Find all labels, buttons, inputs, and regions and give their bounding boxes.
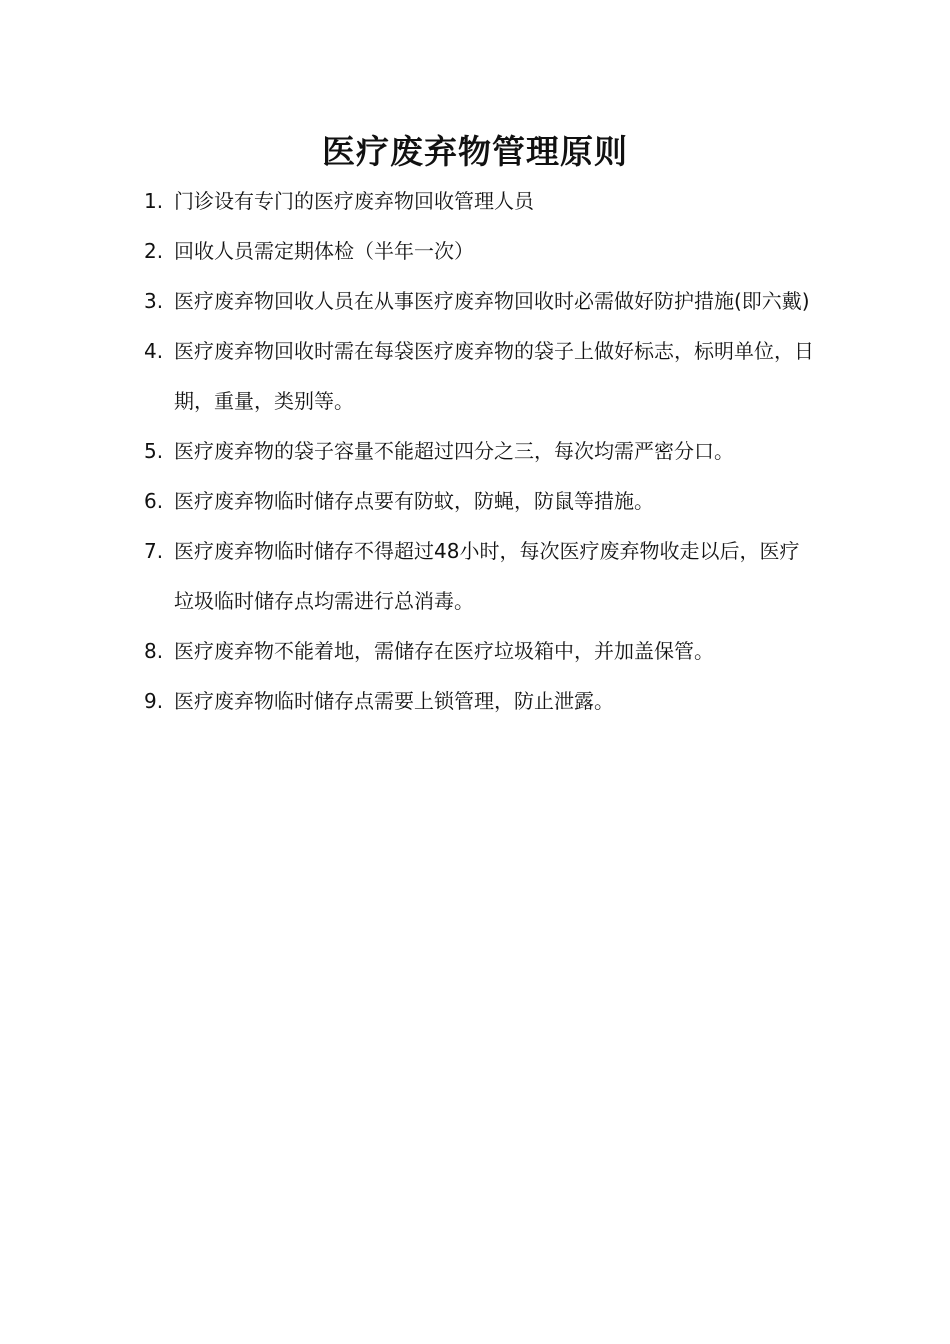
rules-list — [144, 176, 814, 726]
rule-item-5 — [144, 426, 814, 476]
rule-number: 9. — [144, 689, 164, 713]
rule-text: 医疗废弃物临时储存点需要上锁管理，防止泄露。 — [174, 689, 614, 713]
document-title: 医疗废弃物管理原则 — [322, 132, 628, 171]
rule-item-4 — [144, 326, 814, 426]
rule-number: 6. — [144, 489, 164, 513]
rule-text: 医疗废弃物临时储存不得超过48小时，每次医疗废弃物收走以后，医疗垃圾临时储存点均需进行总消毒。 — [174, 539, 800, 613]
rule-item-9 — [144, 676, 814, 726]
rule-text: 医疗废弃物临时储存点要有防蚊，防蝇，防鼠等措施。 — [174, 489, 654, 513]
rule-text: 医疗废弃物回收时需在每袋医疗废弃物的袋子上做好标志，标明单位，日期，重量，类别等。 — [174, 339, 814, 413]
rule-item-8 — [144, 626, 814, 676]
rule-text: 回收人员需定期体检（半年一次） — [174, 239, 474, 263]
rule-number: 8. — [144, 639, 164, 663]
rule-number: 4. — [144, 339, 164, 363]
rule-number: 7. — [144, 539, 164, 563]
rule-number: 2. — [144, 239, 164, 263]
rule-item-2 — [144, 226, 814, 276]
rule-text: 医疗废弃物回收人员在从事医疗废弃物回收时必需做好防护措施(即六戴) — [174, 289, 810, 313]
rule-item-7 — [144, 526, 814, 626]
rule-text: 医疗废弃物的袋子容量不能超过四分之三，每次均需严密分口。 — [174, 439, 734, 463]
rule-item-1 — [144, 176, 814, 226]
rule-item-6 — [144, 476, 814, 526]
rule-text: 门诊设有专门的医疗废弃物回收管理人员 — [174, 189, 534, 213]
rule-number: 1. — [144, 189, 164, 213]
rule-text: 医疗废弃物不能着地，需储存在医疗垃圾箱中，并加盖保管。 — [174, 639, 714, 663]
rule-number: 5. — [144, 439, 164, 463]
rule-number: 3. — [144, 289, 164, 313]
rule-item-3 — [144, 276, 814, 326]
